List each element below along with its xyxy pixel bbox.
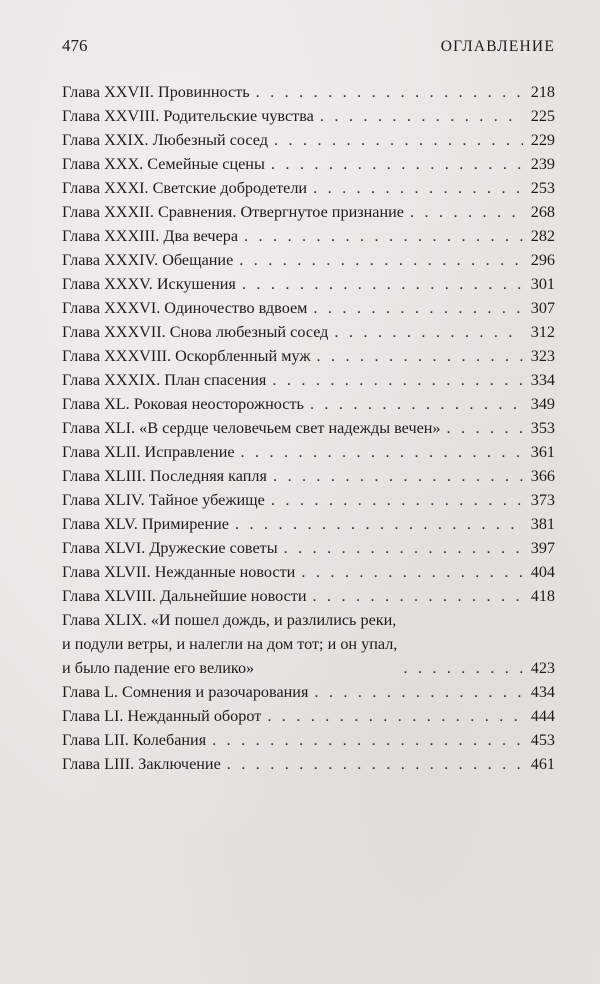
- toc-entry-page: 418: [530, 587, 555, 605]
- toc-entry: [62, 584, 555, 608]
- toc-entry-title: Глава XXX. Семейные сцены: [62, 155, 265, 173]
- toc-entry-page: 323: [530, 347, 555, 365]
- toc-entry-page: 461: [530, 755, 555, 773]
- toc-entry: [62, 320, 555, 344]
- toc-leader-dots: [241, 440, 523, 464]
- toc-entry: [62, 344, 555, 368]
- toc-entry: [62, 512, 555, 536]
- toc-entry: [62, 224, 555, 248]
- toc-entry-page: 353: [530, 419, 555, 437]
- toc-entry: [62, 248, 555, 272]
- toc-entry-title: Глава LII. Колебания: [62, 731, 207, 749]
- toc-entry-title: Глава XXXI. Светские добродетели: [62, 179, 308, 197]
- toc-entry-title: Глава LI. Нежданный оборот: [62, 707, 262, 725]
- toc-leader-dots: [410, 200, 523, 224]
- toc-leader-dots: [256, 80, 523, 104]
- toc-entry-page: 397: [530, 539, 555, 557]
- toc-leader-dots: [274, 128, 523, 152]
- toc-entry-title: Глава XLIX. «И пошел дождь, и разлились реки, и подули ветры, и налегли на дом тот; и он упал, и было падение его велико»: [62, 611, 398, 677]
- toc-entry: [62, 104, 555, 128]
- toc-entry-page: 381: [530, 515, 555, 533]
- toc-leader-dots: [447, 416, 523, 440]
- toc-leader-dots: [271, 488, 523, 512]
- toc-entry-page: 268: [530, 203, 555, 221]
- toc-entry-title: Глава XLV. Примирение: [62, 515, 229, 533]
- toc-leader-dots: [212, 728, 523, 752]
- toc-entry-title: Глава XLIII. Последняя капля: [62, 467, 267, 485]
- toc-entry: [62, 536, 555, 560]
- toc-leader-dots: [310, 392, 523, 416]
- toc-entry-title: Глава XLVI. Дружеские советы: [62, 539, 278, 557]
- toc-entry: [62, 752, 555, 776]
- toc-entry-title: Глава XXVII. Провинность: [62, 83, 250, 101]
- toc-entry-title: Глава XXXV. Искушения: [62, 275, 236, 293]
- toc-entry-page: 296: [530, 251, 555, 269]
- toc-entry-page: 366: [530, 467, 555, 485]
- toc-leader-dots: [272, 368, 523, 392]
- toc-leader-dots: [244, 224, 523, 248]
- toc-entry: [62, 416, 555, 440]
- toc-entry-title: Глава XXIX. Любезный сосед: [62, 131, 269, 149]
- toc-leader-dots: [273, 464, 523, 488]
- toc-entry: [62, 272, 555, 296]
- toc-entry-title: Глава XXXVI. Одиночество вдвоем: [62, 299, 308, 317]
- toc-entry-page: 301: [530, 275, 555, 293]
- toc-entry-title: Глава XXXVII. Снова любезный сосед: [62, 323, 329, 341]
- toc-leader-dots: [271, 152, 523, 176]
- toc-entry-page: 444: [530, 707, 555, 725]
- toc-leader-dots: [242, 272, 523, 296]
- toc-entry-title: Глава XXXII. Сравнения. Отвергнутое признание: [62, 203, 404, 221]
- toc-entry-page: 218: [530, 83, 555, 101]
- toc-entry: [62, 152, 555, 176]
- toc-entry-title: Глава XLVII. Нежданные новости: [62, 563, 296, 581]
- toc-entry: [62, 128, 555, 152]
- toc-leader-dots: [314, 680, 523, 704]
- toc-entry-title: Глава XXVIII. Родительские чувства: [62, 107, 314, 125]
- toc-entry-page: 307: [530, 299, 555, 317]
- toc-entry: [62, 488, 555, 512]
- toc-entry: [62, 80, 555, 104]
- toc-entry-page: 239: [530, 155, 555, 173]
- toc-entry-title: Глава LIII. Заключение: [62, 755, 221, 773]
- toc-entry-page: 423: [530, 659, 555, 677]
- toc-entry-page: 453: [530, 731, 555, 749]
- toc-leader-dots: [320, 104, 523, 128]
- toc-entry: [62, 440, 555, 464]
- toc-entry-page: 253: [530, 179, 555, 197]
- toc-entry-multiline: [62, 608, 555, 680]
- toc-entry: [62, 176, 555, 200]
- toc-entry: [62, 728, 555, 752]
- toc-entry-title: Глава XLI. «В сердце человечьем свет надежды вечен»: [62, 419, 441, 437]
- toc-entry-title: Глава XXXVIII. Оскорбленный муж: [62, 347, 311, 365]
- toc-entry-title: Глава L. Сомнения и разочарования: [62, 683, 309, 701]
- toc-entry-title: Глава XXXIII. Два вечера: [62, 227, 239, 245]
- toc-entry-page: 404: [530, 563, 555, 581]
- toc-leader-dots: [239, 248, 523, 272]
- toc-entry-page: 373: [530, 491, 555, 509]
- toc-entry: [62, 392, 555, 416]
- toc-entry-title: Глава XLVIII. Дальнейшие новости: [62, 587, 307, 605]
- toc-entry: [62, 560, 555, 584]
- toc-entry: [62, 296, 555, 320]
- toc-entry-page: 361: [530, 443, 555, 461]
- toc-leader-dots: [301, 560, 523, 584]
- toc-leader-dots: [267, 704, 523, 728]
- table-of-contents: [62, 80, 555, 776]
- toc-entry-title: Глава XLII. Исправление: [62, 443, 235, 461]
- toc-entry: [62, 368, 555, 392]
- toc-entry-page: 349: [530, 395, 555, 413]
- toc-entry-title: Глава XLIV. Тайное убежище: [62, 491, 265, 509]
- toc-entry: [62, 200, 555, 224]
- page-title: ОГЛАВЛЕНИЕ: [440, 38, 555, 55]
- toc-entry-page: 434: [530, 683, 555, 701]
- toc-entry: [62, 680, 555, 704]
- page-number: 476: [62, 36, 88, 55]
- toc-leader-dots: [334, 320, 523, 344]
- toc-leader-dots: [313, 584, 523, 608]
- toc-entry-page: 225: [530, 107, 555, 125]
- toc-entry-title: Глава XL. Роковая неосторожность: [62, 395, 304, 413]
- toc-entry-page: 312: [530, 323, 555, 341]
- toc-entry-title: Глава XXXIV. Обещание: [62, 251, 234, 269]
- toc-entry-page: 282: [530, 227, 555, 245]
- toc-leader-dots: [313, 296, 523, 320]
- page-header: [62, 36, 555, 62]
- toc-leader-dots: [284, 536, 523, 560]
- toc-entry: [62, 464, 555, 488]
- toc-entry-page: 334: [530, 371, 555, 389]
- toc-entry-title: Глава XXXIX. План спасения: [62, 371, 267, 389]
- toc-leader-dots: [227, 752, 523, 776]
- toc-leader-dots: [235, 512, 523, 536]
- toc-leader-dots: [317, 344, 523, 368]
- toc-entry-page: 229: [530, 131, 555, 149]
- toc-leader-dots: [403, 656, 523, 680]
- toc-entry: [62, 704, 555, 728]
- toc-leader-dots: [313, 176, 523, 200]
